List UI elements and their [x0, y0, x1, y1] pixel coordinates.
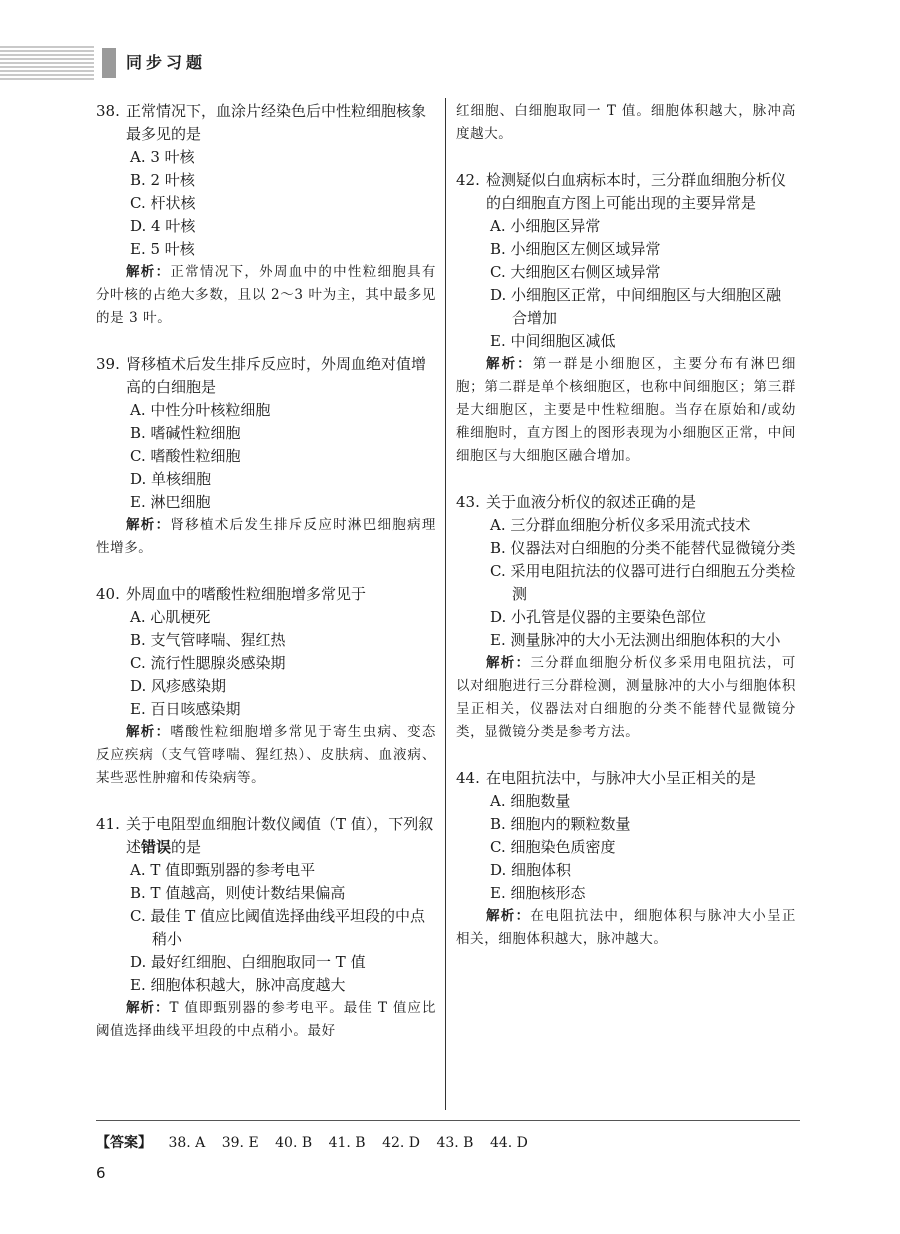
answer-item: 39. E [221, 1135, 259, 1151]
explanation [96, 261, 436, 330]
option: D. 单核细胞 [130, 470, 212, 488]
explanation [96, 997, 436, 1043]
option: A. T 值即甄别器的参考电平 [130, 861, 316, 879]
option: C. 大细胞区右侧区域异常 [490, 263, 661, 281]
column-divider [445, 98, 446, 1110]
question-stem [456, 491, 796, 514]
explanation [456, 353, 796, 468]
option: D. 4 叶核 [130, 217, 196, 235]
answer-item: 42. D [382, 1135, 421, 1151]
question-42 [456, 169, 796, 468]
question-38 [96, 100, 436, 330]
option: A. 三分群血细胞分析仪多采用流式技术 [490, 516, 751, 534]
question-stem [456, 767, 796, 790]
option: C. 杆状核 [130, 194, 196, 212]
answer-key [96, 1132, 528, 1152]
question-39 [96, 353, 436, 560]
explanation-text: 第一群是小细胞区，主要分布有淋巴细胞；第二群是单个核细胞区，也称中间细胞区；第三群是大细胞区，主要是中性粒细胞。当存在原始和/或幼稚细胞时，直方图上的图形表现为小细胞区正常，中间细胞区与大细胞区融合增加。 [456, 356, 796, 464]
explanation-text: 正常情况下，外周血中的中性粒细胞具有分叶核的占绝大多数，且以 2～3 叶为主，其中最多见的是 3 叶。 [96, 264, 436, 326]
option: B. T 值越高，则使计数结果偏高 [130, 884, 346, 902]
question-number: 40. [96, 585, 120, 603]
option: C. 最佳 T 值应比阈值选择曲线平坦段的中点稍小 [130, 907, 426, 948]
option: B. 细胞内的颗粒数量 [490, 815, 631, 833]
explanation [456, 652, 796, 744]
explanation [456, 905, 796, 951]
option: D. 细胞体积 [490, 861, 572, 879]
question-number: 44. [456, 769, 480, 787]
answer-item: 43. B [436, 1135, 474, 1151]
question-number: 41. [96, 815, 120, 833]
question-stem [96, 100, 436, 146]
question-number: 38. [96, 102, 120, 120]
explanation-text: 在电阻抗法中，细胞体积与脉冲大小呈正相关，细胞体积越大，脉冲越大。 [456, 908, 796, 947]
answers-rule [96, 1120, 800, 1121]
question-text: 在电阻抗法中，与脉冲大小呈正相关的是 [486, 769, 757, 787]
question-text: 正常情况下，血涂片经染色后中性粒细胞核象最多见的是 [126, 102, 427, 143]
explanation-text: 嗜酸性粒细胞增多常见于寄生虫病、变态反应疾病（支气管哮喘、猩红热）、皮肤病、血液病、某些恶性肿瘤和传染病等。 [96, 724, 436, 786]
explanation-label: 解析： [486, 908, 531, 924]
explanation-text: 三分群血细胞分析仪多采用电阻抗法，可以对细胞进行三分群检测，测量脉冲的大小与细胞体积呈正相关，仪器法对白细胞的分类不能替代显微镜分类，显微镜分类是参考方法。 [456, 655, 796, 740]
answer-item: 44. D [489, 1135, 528, 1151]
question-44 [456, 767, 796, 951]
question-number: 43. [456, 493, 480, 511]
left-column [96, 100, 436, 1066]
option: C. 细胞染色质密度 [490, 838, 616, 856]
explanation-text: T 值即甄别器的参考电平。最佳 T 值应比阈值选择曲线平坦段的中点稍小。最好 [96, 1000, 436, 1039]
answer-item: 40. B [275, 1135, 313, 1151]
answer-item: 41. B [328, 1135, 366, 1151]
option: C. 嗜酸性粒细胞 [130, 447, 241, 465]
option: C. 流行性腮腺炎感染期 [130, 654, 286, 672]
page-number: 6 [96, 1164, 106, 1182]
option: E. 细胞核形态 [490, 884, 586, 902]
header-block-decoration [102, 48, 116, 78]
question-text: 关于血液分析仪的叙述正确的是 [486, 493, 697, 511]
question-stem [456, 169, 796, 215]
answer-key-label: 【答案】 [96, 1135, 152, 1151]
question-text: 关于电阻型血细胞计数仪阈值（T 值），下列叙述 [126, 815, 434, 856]
option: C. 采用电阻抗法的仪器可进行白细胞五分类检测 [490, 562, 796, 603]
question-stem [96, 813, 436, 859]
explanation-label: 解析： [486, 655, 531, 671]
option: B. 嗜碱性粒细胞 [130, 424, 241, 442]
page-header [0, 46, 240, 80]
explanation-text: 肾移植术后发生排斥反应时淋巴细胞病理性增多。 [96, 517, 436, 556]
option: E. 中间细胞区减低 [490, 332, 616, 350]
question-41-continued [456, 100, 796, 146]
option: D. 小孔管是仪器的主要染色部位 [490, 608, 707, 626]
option: D. 小细胞区正常，中间细胞区与大细胞区融合增加 [490, 286, 782, 327]
option: E. 百日咳感染期 [130, 700, 241, 718]
option: D. 风疹感染期 [130, 677, 227, 695]
explanation [96, 721, 436, 790]
header-title: 同步习题 [126, 53, 207, 72]
question-41 [96, 813, 436, 1043]
explanation-continued: 红细胞、白细胞取同一 T 值。细胞体积越大，脉冲高度越大。 [456, 103, 796, 142]
question-text: 检测疑似白血病标本时，三分群血细胞分析仪的白细胞直方图上可能出现的主要异常是 [486, 171, 787, 212]
explanation-label: 解析： [126, 1000, 170, 1016]
header-stripes-decoration [0, 46, 94, 80]
right-column [456, 100, 796, 974]
explanation-label: 解析： [126, 724, 171, 740]
option: D. 最好红细胞、白细胞取同一 T 值 [130, 953, 366, 971]
option: B. 2 叶核 [130, 171, 195, 189]
explanation [96, 514, 436, 560]
option: A. 中性分叶核粒细胞 [130, 401, 271, 419]
option: B. 小细胞区左侧区域异常 [490, 240, 661, 258]
question-number: 42. [456, 171, 480, 189]
question-stem [96, 353, 436, 399]
option: B. 仪器法对白细胞的分类不能替代显微镜分类 [490, 539, 796, 557]
explanation-label: 解析： [486, 356, 533, 372]
option: E. 淋巴细胞 [130, 493, 211, 511]
option: E. 测量脉冲的大小无法测出细胞体积的大小 [490, 631, 781, 649]
explanation-label: 解析： [126, 517, 171, 533]
option: A. 3 叶核 [130, 148, 195, 166]
option: A. 小细胞区异常 [490, 217, 601, 235]
emphasis-word: 错误 [141, 838, 172, 856]
explanation-label: 解析： [126, 264, 171, 280]
question-number: 39. [96, 355, 120, 373]
option: A. 心肌梗死 [130, 608, 211, 626]
option: E. 5 叶核 [130, 240, 195, 258]
option: A. 细胞数量 [490, 792, 571, 810]
question-text: 肾移植术后发生排斥反应时，外周血绝对值增高的白细胞是 [126, 355, 427, 396]
question-stem [96, 583, 436, 606]
question-text-end: 的是 [171, 838, 202, 856]
answer-item: 38. A [168, 1135, 206, 1151]
option: B. 支气管哮喘、猩红热 [130, 631, 286, 649]
question-40 [96, 583, 436, 790]
question-text: 外周血中的嗜酸性粒细胞增多常见于 [126, 585, 367, 603]
option: E. 细胞体积越大，脉冲高度越大 [130, 976, 346, 994]
question-43 [456, 491, 796, 744]
